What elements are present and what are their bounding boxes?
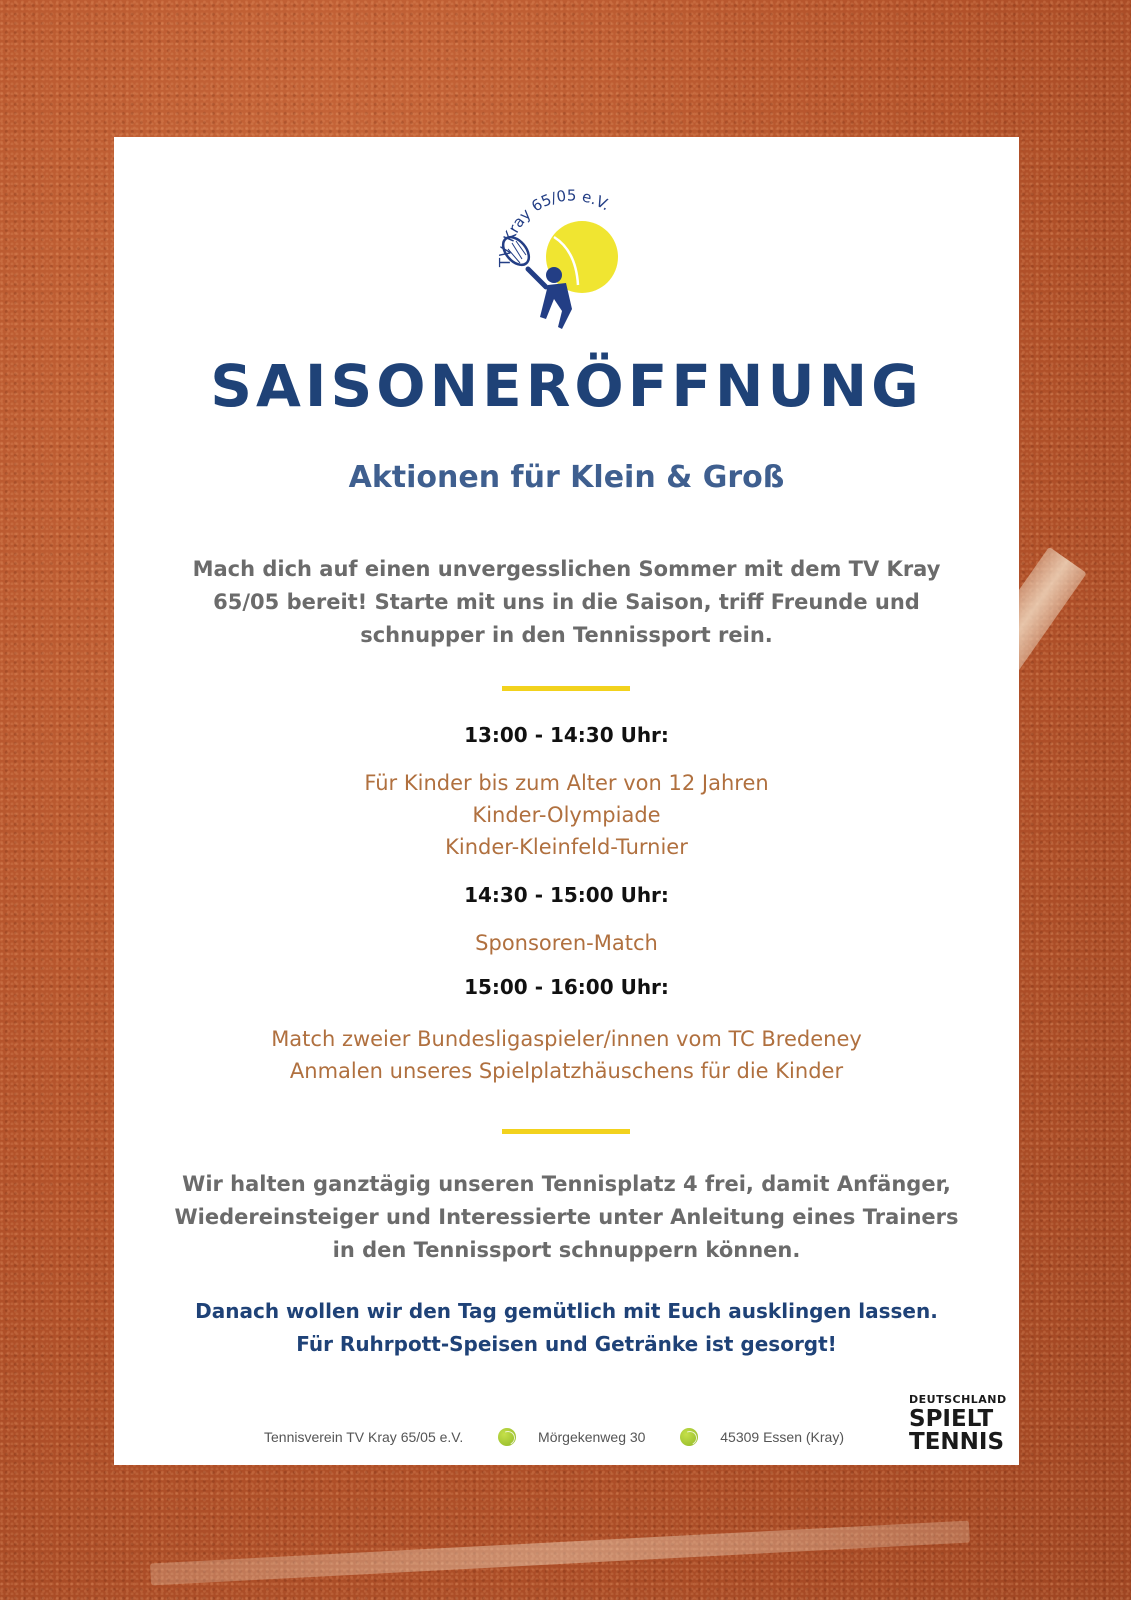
footer-club: Tennisverein TV Kray 65/05 e.V. (264, 1429, 464, 1445)
divider-bottom (502, 1129, 630, 1134)
schedule-items-1 (114, 767, 1019, 863)
schedule-item: Kinder-Kleinfeld-Turnier (445, 835, 688, 859)
footer-street-group (498, 1428, 645, 1446)
schedule-item: Kinder-Olympiade (472, 803, 661, 827)
club-logo (492, 189, 642, 334)
footer-city-group (680, 1428, 844, 1446)
footer-city: 45309 Essen (Kray) (720, 1429, 844, 1445)
schedule-items-3 (114, 1023, 1019, 1087)
schedule-item: Für Kinder bis zum Alter von 12 Jahren (364, 771, 769, 795)
flyer-card (114, 137, 1019, 1465)
tennis-ball-icon (680, 1428, 698, 1446)
court-line-bottom (150, 1521, 970, 1586)
page-subtitle: Aktionen für Klein & Groß (348, 460, 785, 495)
club-logo-graphic (492, 189, 642, 334)
partner-logo-line2: SPIELT (909, 1406, 994, 1432)
logo-arc-text: TV Kray 65/05 e.V. (495, 189, 614, 268)
footer-street: Mörgekenweg 30 (538, 1429, 646, 1445)
divider-top (502, 686, 630, 691)
schedule-item: Match zweier Bundesligaspieler/innen vom TC Bredeney (271, 1027, 862, 1051)
deutschland-spielt-tennis-logo (909, 1394, 1009, 1458)
footer (264, 1425, 844, 1449)
schedule-items-2 (114, 927, 1019, 959)
schedule-item: Anmalen unseres Spielplatzhäuschens für die Kinder (289, 1059, 844, 1083)
intro-text: Mach dich auf einen unvergesslichen Sommer mit dem TV Kray 65/05 bereit! Starte mit uns in die Saison, triff Freunde und schnupper in den Tennissport rein. (192, 557, 941, 647)
tennis-ball-icon (498, 1428, 516, 1446)
schedule-item: Sponsoren-Match (475, 931, 658, 955)
schedule-time-3: 15:00 - 16:00 Uhr: (464, 975, 669, 999)
schedule-time-2: 14:30 - 15:00 Uhr: (464, 883, 669, 907)
schedule-time-1: 13:00 - 14:30 Uhr: (464, 723, 669, 747)
info-text: Wir halten ganztägig unseren Tennisplatz 4 frei, damit Anfänger, Wiedereinsteiger und Interessierte unter Anleitung eines Trainers in den Tennissport schnuppern können. (174, 1172, 959, 1262)
page-title: SAISONERÖFFNUNG (210, 352, 923, 420)
closing-text: Danach wollen wir den Tag gemütlich mit Euch ausklingen lassen. Für Ruhrpott-Speisen und Getränke ist gesorgt! (195, 1299, 938, 1356)
partner-logo-line3: TENNIS (909, 1429, 1005, 1455)
partner-logo-line1: DEUTSCHLAND (909, 1393, 1007, 1406)
